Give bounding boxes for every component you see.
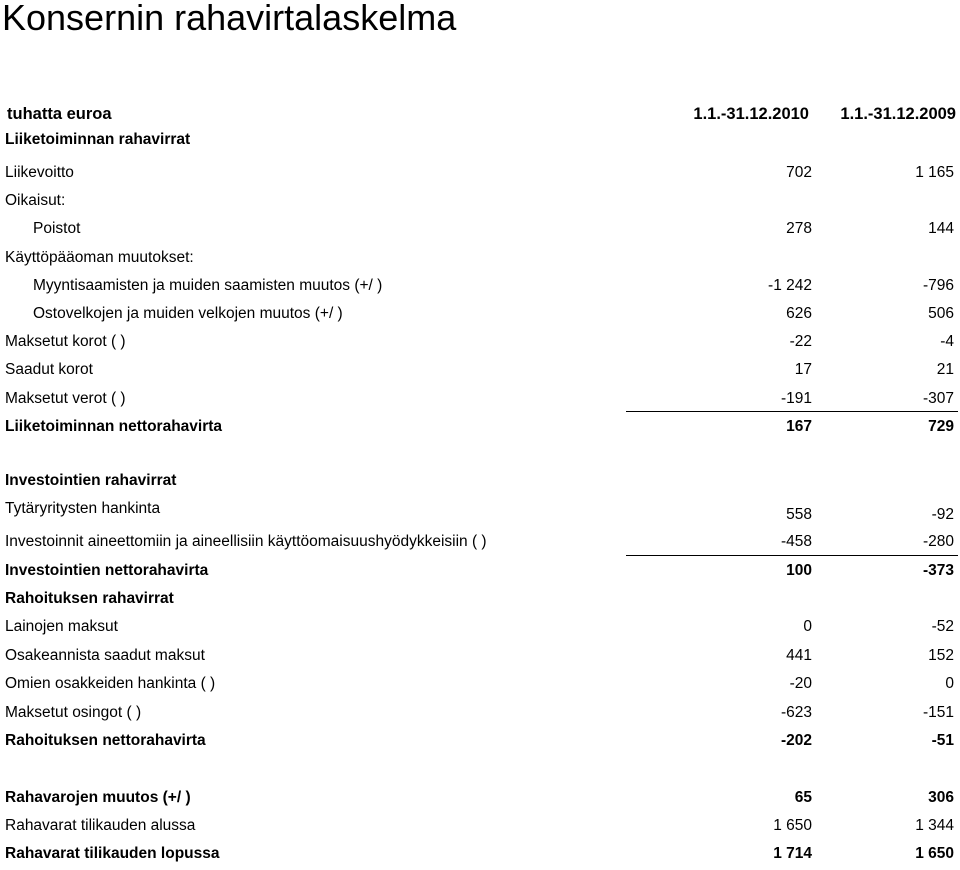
table-row	[0, 248, 960, 274]
value-2009: -51	[931, 732, 954, 749]
row-label: Poistot	[33, 220, 81, 237]
subtotal-rule	[626, 555, 958, 556]
subtotal-rule	[626, 411, 958, 412]
total-row	[0, 844, 960, 870]
value-2010: 626	[786, 305, 812, 322]
value-2009: -92	[931, 506, 954, 523]
column-header-2009: 1.1.-31.12.2009	[840, 105, 956, 123]
value-2010: 0	[803, 618, 812, 635]
value-2009: 729	[928, 418, 954, 435]
value-2010: 100	[786, 562, 812, 579]
row-label: Maksetut osingot ( )	[5, 704, 142, 721]
row-label: Saadut korot	[5, 361, 93, 378]
table-row	[0, 332, 960, 358]
table-row	[0, 191, 960, 217]
table-row	[0, 674, 960, 700]
value-2009: -151	[922, 704, 954, 721]
value-2010: -1 242	[768, 277, 812, 294]
table-row	[0, 499, 960, 525]
section-heading-investing	[0, 471, 960, 497]
column-header-2010: 1.1.-31.12.2010	[693, 105, 809, 123]
row-label: Maksetut verot ( )	[5, 390, 126, 407]
row-label: Investointien rahavirrat	[5, 472, 177, 489]
value-2010: 1 650	[773, 817, 812, 834]
unit-label: tuhatta euroa	[7, 105, 112, 123]
column-header-row	[0, 104, 960, 130]
value-2009: 1 165	[915, 164, 954, 181]
section-heading-financing	[0, 589, 960, 615]
row-label: Rahavarojen muutos (+/ )	[5, 789, 191, 806]
row-label: Osakeannista saadut maksut	[5, 647, 205, 664]
row-label: Omien osakkeiden hankinta ( )	[5, 675, 216, 692]
table-row	[0, 816, 960, 842]
table-row	[0, 219, 960, 245]
row-label: Liiketoiminnan rahavirrat	[5, 131, 191, 148]
value-2010: -202	[780, 732, 812, 749]
row-label: Myyntisaamisten ja muiden saamisten muutos (+/ )	[33, 277, 383, 294]
value-2010: -458	[780, 533, 812, 550]
subtotal-row	[0, 417, 960, 443]
table-row	[0, 617, 960, 643]
table-row	[0, 276, 960, 302]
value-2009: -796	[922, 277, 954, 294]
value-2010: 1 714	[773, 845, 812, 862]
row-label: Investoinnit aineettomiin ja aineellisiin käyttöomaisuushyödykkeisiin ( )	[5, 533, 487, 550]
subtotal-row	[0, 561, 960, 587]
row-label: Rahoituksen rahavirrat	[5, 590, 174, 607]
row-label: Ostovelkojen ja muiden velkojen muutos (+/ )	[33, 305, 343, 322]
row-label: Käyttöpääoman muutokset:	[5, 249, 194, 266]
row-label: Rahavarat tilikauden lopussa	[5, 845, 220, 862]
value-2009: -4	[940, 333, 954, 350]
table-row	[0, 703, 960, 729]
value-2009: -52	[931, 618, 954, 635]
table-row	[0, 646, 960, 672]
row-label: Investointien nettorahavirta	[5, 562, 209, 579]
value-2010: -22	[789, 333, 812, 350]
value-2009: -307	[922, 390, 954, 407]
value-2009: 152	[928, 647, 954, 664]
value-2010: 558	[786, 506, 812, 523]
row-label: Liiketoiminnan nettorahavirta	[5, 418, 223, 435]
value-2010: 278	[786, 220, 812, 237]
value-2009: 144	[928, 220, 954, 237]
value-2010: 65	[794, 789, 812, 806]
table-row	[0, 360, 960, 386]
row-label: Rahoituksen nettorahavirta	[5, 732, 206, 749]
total-row	[0, 788, 960, 814]
row-label: Tytäryritysten hankinta	[5, 500, 161, 517]
value-2010: -191	[780, 390, 812, 407]
value-2010: -623	[780, 704, 812, 721]
value-2009: -373	[922, 562, 954, 579]
table-row	[0, 163, 960, 189]
value-2010: 702	[786, 164, 812, 181]
row-label: Oikaisut:	[5, 192, 66, 209]
subtotal-row	[0, 731, 960, 757]
row-label: Rahavarat tilikauden alussa	[5, 817, 196, 834]
value-2009: 506	[928, 305, 954, 322]
table-row	[0, 304, 960, 330]
section-heading-operating	[0, 130, 960, 156]
value-2009: 0	[945, 675, 954, 692]
value-2010: 17	[794, 361, 812, 378]
value-2009: 306	[928, 789, 954, 806]
value-2009: 1 650	[915, 845, 954, 862]
value-2009: 1 344	[915, 817, 954, 834]
page-title: Konsernin rahavirtalaskelma	[2, 0, 457, 38]
value-2009: -280	[922, 533, 954, 550]
row-label: Maksetut korot ( )	[5, 333, 126, 350]
value-2009: 21	[936, 361, 954, 378]
row-label: Lainojen maksut	[5, 618, 118, 635]
row-label: Liikevoitto	[5, 164, 74, 181]
value-2010: 441	[786, 647, 812, 664]
value-2010: -20	[789, 675, 812, 692]
value-2010: 167	[786, 418, 812, 435]
